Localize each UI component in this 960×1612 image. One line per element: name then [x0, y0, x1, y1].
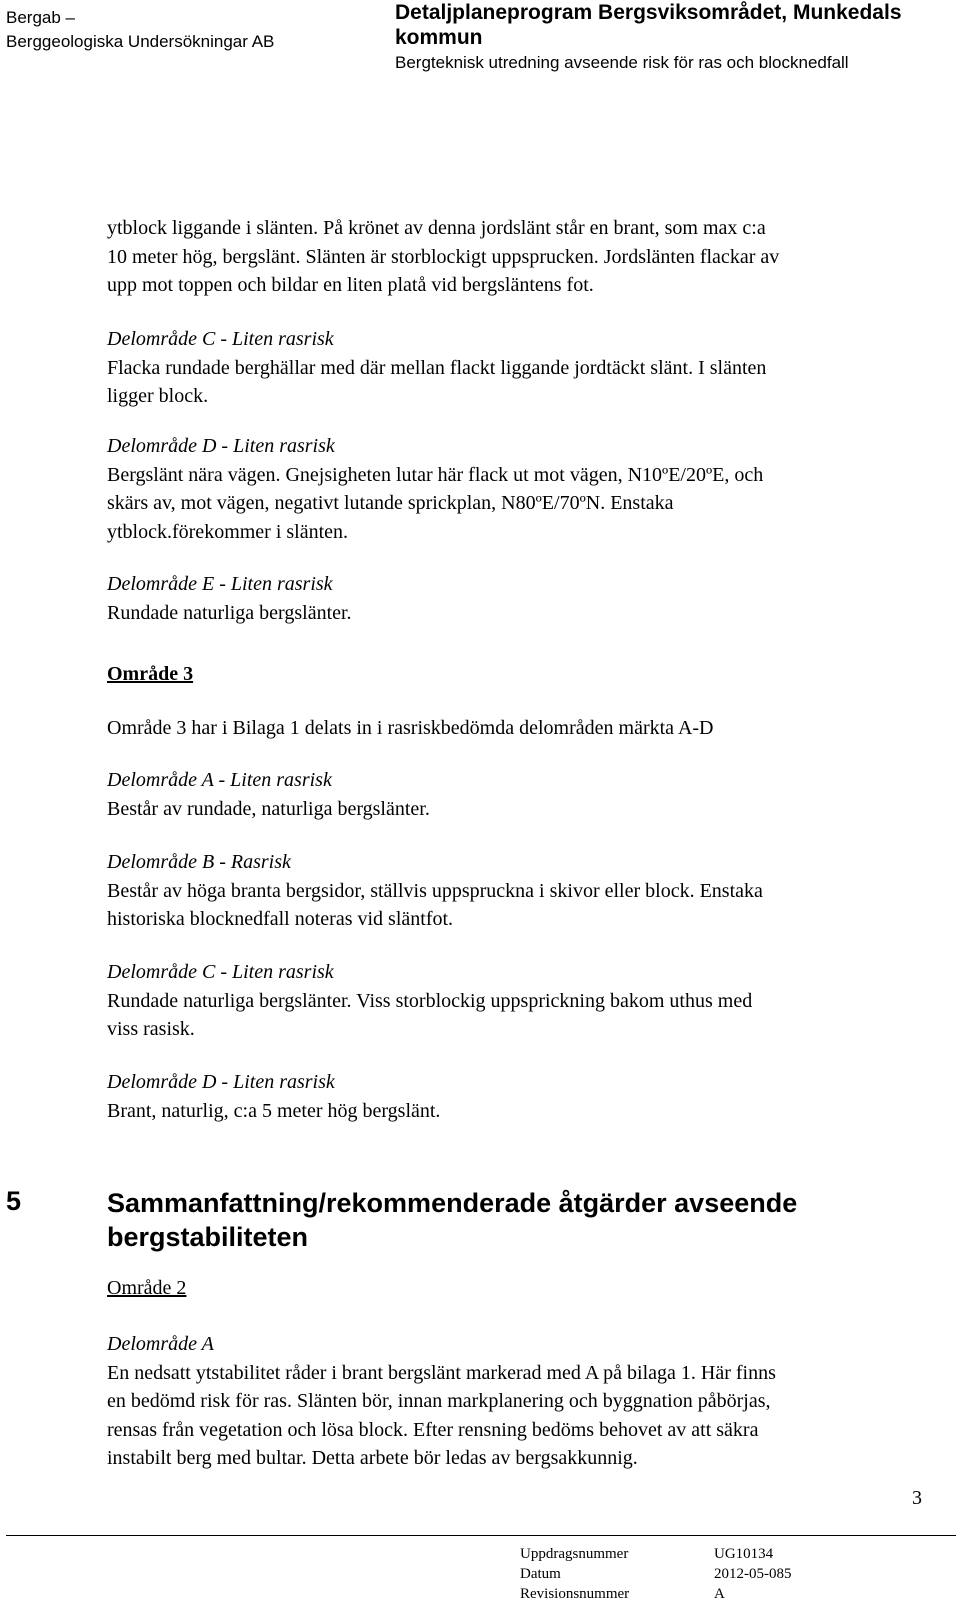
- page-number: 3: [912, 1487, 922, 1509]
- document-title-line-1: Detaljplaneprogram Bergsviksområdet, Munkedals: [395, 1, 902, 24]
- section-5-area-heading: Område 2: [107, 1277, 187, 1299]
- intro-paragraph: [107, 214, 779, 300]
- text-line: Brant, naturlig, c:a 5 meter hög bergslänt.: [107, 1099, 441, 1122]
- area-3-subarea-d: [107, 1068, 440, 1125]
- text-line: skärs av, mot vägen, negativt lutande sprickplan, N80ºE/70ºN. Enstaka: [107, 492, 674, 514]
- section-title: [107, 1186, 797, 1254]
- footer-label-assignment: Uppdragsnummer: [520, 1546, 629, 1562]
- section-title-line-1: Sammanfattning/rekommenderade åtgärder avseende: [107, 1188, 798, 1218]
- subarea-heading: Delområde B - Rasrisk: [107, 851, 291, 873]
- area-3-intro: Område 3 har i Bilaga 1 delats in i rasriskbedömda delområden märkta A-D: [107, 717, 714, 739]
- text-line: en bedömd risk för ras. Slänten bör, innan markplanering och byggnation påbörjas,: [107, 1390, 771, 1412]
- footer-label-date: Datum: [520, 1566, 561, 1582]
- subarea-c: [107, 325, 766, 411]
- subarea-heading: Delområde C - Liten rasrisk: [107, 328, 334, 350]
- company-line-1: Bergab –: [6, 8, 75, 27]
- subarea-d: [107, 432, 763, 546]
- text-line: Består av rundade, naturliga bergslänter.: [107, 797, 430, 820]
- subarea-heading: Delområde E - Liten rasrisk: [107, 573, 333, 595]
- text-line: Rundade naturliga bergslänter.: [107, 601, 352, 624]
- footer-value-date: 2012-05-085: [714, 1566, 792, 1582]
- text-line: Flacka rundade berghällar med där mellan flackt liggande jordtäckt slänt. I slänten: [107, 356, 767, 379]
- text-line: 10 meter hög, bergslänt. Slänten är storblockigt uppsprucken. Jordslänten flackar av: [107, 245, 780, 268]
- text-line: Rundade naturliga bergslänter. Viss storblockig uppsprickning bakom uthus med: [107, 989, 753, 1012]
- section-title-line-2: bergstabiliteten: [107, 1222, 309, 1252]
- text-line: upp mot toppen och bildar en liten platå vid bergsläntens fot.: [107, 274, 594, 296]
- section-5-subarea-a: [107, 1330, 776, 1473]
- subarea-heading: Delområde A - Liten rasrisk: [107, 769, 332, 791]
- area-3-heading: Område 3: [107, 663, 194, 685]
- footer-label-revision: Revisionsnummer: [520, 1586, 630, 1602]
- area-3-subarea-b: [107, 848, 763, 934]
- text-line: ligger block.: [107, 385, 209, 407]
- company-line-2: Berggeologiska Undersökningar AB: [6, 32, 275, 51]
- text-line: En nedsatt ytstabilitet råder i brant bergslänt markerad med A på bilaga 1. Här finns: [107, 1361, 776, 1384]
- text-line: ytblock liggande i slänten. På krönet av denna jordslänt står en brant, som max c:a: [107, 217, 766, 239]
- text-line: rensas från vegetation och lösa block. Efter rensning bedöms behovet av att säkra: [107, 1418, 759, 1441]
- footer-value-revision: A: [714, 1586, 725, 1602]
- text-line: Består av höga branta bergsidor, ställvis uppspruckna i skivor eller block. Enstaka: [107, 879, 763, 902]
- document-header: [395, 0, 902, 76]
- area-3-subarea-a: [107, 766, 430, 823]
- area-3-subarea-c: [107, 958, 752, 1044]
- text-line: instabilt berg med bultar. Detta arbete bör ledas av bergsakkunnig.: [107, 1447, 638, 1469]
- section-number: 5: [6, 1186, 22, 1216]
- document-title-line-2: kommun: [395, 26, 483, 49]
- subarea-e: [107, 570, 352, 627]
- company-name: [6, 6, 274, 54]
- text-line: ytblock.förekommer i slänten.: [107, 520, 349, 543]
- subarea-heading: Delområde C - Liten rasrisk: [107, 961, 334, 983]
- document-subtitle: Bergteknisk utredning avseende risk för ras och blocknedfall: [395, 53, 849, 72]
- text-line: Bergslänt nära vägen. Gnejsigheten lutar här flack ut mot vägen, N10ºE/20ºE, och: [107, 463, 764, 486]
- footer-value-assignment: UG10134: [714, 1546, 774, 1562]
- footer-divider: [6, 1535, 956, 1536]
- subarea-heading: Delområde D - Liten rasrisk: [107, 1071, 335, 1093]
- text-line: historiska blocknedfall noteras vid släntfot.: [107, 908, 454, 930]
- text-line: viss rasisk.: [107, 1018, 195, 1040]
- subarea-heading: Delområde D - Liten rasrisk: [107, 435, 335, 457]
- subarea-heading: Delområde A: [107, 1333, 214, 1355]
